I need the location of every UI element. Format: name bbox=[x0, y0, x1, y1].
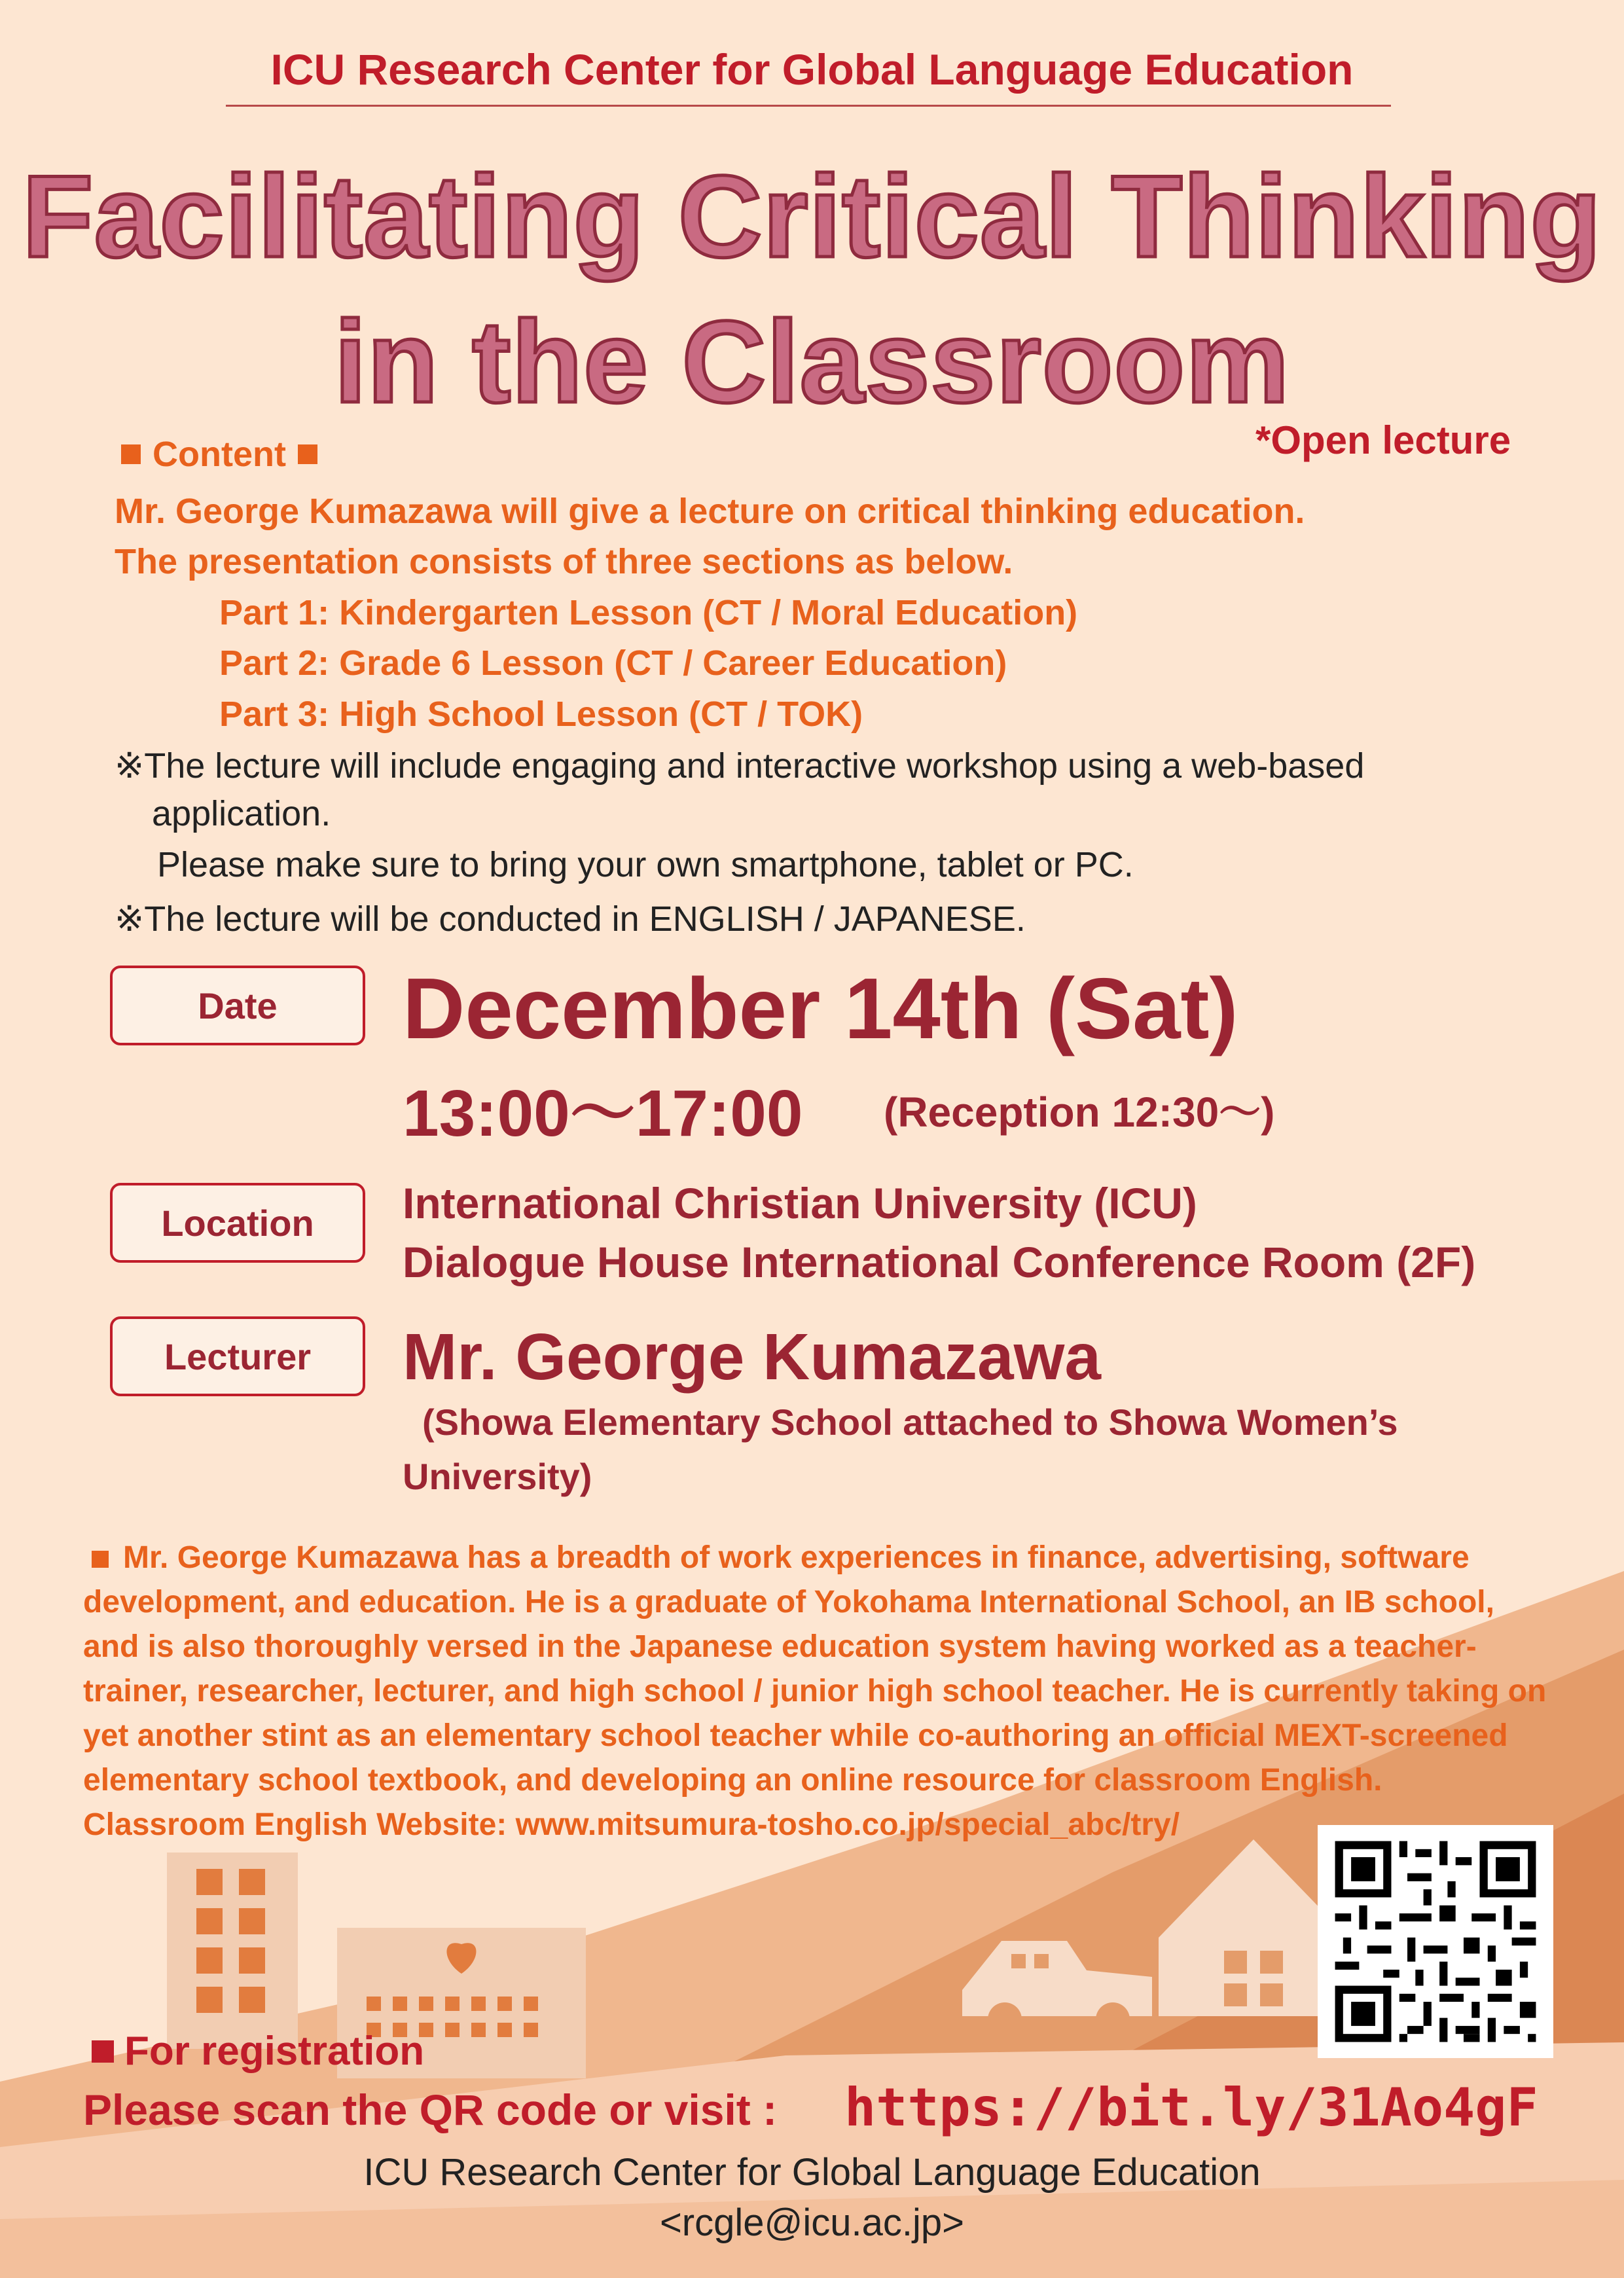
square-bullet-icon bbox=[92, 1551, 109, 1568]
event-date: December 14th (Sat) bbox=[403, 960, 1238, 1057]
qr-code-image bbox=[1318, 1825, 1553, 2058]
title-underline bbox=[226, 105, 1391, 107]
square-bullet-icon bbox=[92, 2040, 114, 2063]
qr-code[interactable] bbox=[1318, 1825, 1553, 2058]
reception-time: (Reception 12:30～) bbox=[884, 1089, 1275, 1136]
organization-title: ICU Research Center for Global Language Education bbox=[270, 45, 1354, 94]
lecturer-bio-line: elementary school textbook, and developing an online resource for classroom English. bbox=[83, 1763, 1382, 1798]
registration-link[interactable]: https://bit.ly/31Ao4gF bbox=[844, 2077, 1538, 2138]
footer-email[interactable]: <rcgle@icu.ac.jp> bbox=[659, 2201, 965, 2244]
lecturer-affiliation-continued: University) bbox=[403, 1456, 592, 1497]
location-room: Dialogue House International Conference Room (2F) bbox=[403, 1238, 1476, 1286]
square-bullet-icon bbox=[298, 444, 317, 464]
date-label: Date bbox=[110, 966, 365, 1045]
bio-text: Mr. George Kumazawa has a breadth of work experiences in finance, advertising, software bbox=[123, 1540, 1470, 1575]
building-icon bbox=[167, 1853, 298, 2049]
lecturer-bio-line bbox=[92, 1540, 1470, 1576]
lecture-part-2: Part 2: Grade 6 Lesson (CT / Career Education) bbox=[219, 643, 1007, 683]
event-title-line-2: in the Classroom bbox=[334, 297, 1290, 427]
lecturer-bio-line: yet another stint as an elementary school teacher while co-authoring an official MEXT-screened bbox=[83, 1718, 1508, 1753]
open-lecture-tag: *Open lecture bbox=[1255, 418, 1511, 462]
lecturer-bio-line: development, and education. He is a graduate of Yokohama International School, an IB school, bbox=[83, 1585, 1494, 1619]
registration-heading bbox=[92, 2028, 424, 2074]
square-bullet-icon bbox=[121, 444, 141, 464]
classroom-english-website[interactable]: Classroom English Website: www.mitsumura-tosho.co.jp/special_abc/try/ bbox=[83, 1807, 1180, 1842]
lecturer-label: Lecturer bbox=[110, 1316, 365, 1396]
footer-organization: ICU Research Center for Global Language Education bbox=[363, 2151, 1261, 2194]
device-note: Please make sure to bring your own smartphone, tablet or PC. bbox=[157, 845, 1134, 884]
event-title-line-1: Facilitating Critical Thinking bbox=[22, 151, 1602, 281]
content-heading bbox=[121, 434, 317, 475]
registration-instruction: Please scan the QR code or visit : bbox=[83, 2086, 778, 2134]
workshop-note: ※The lecture will include engaging and interactive workshop using a web-based bbox=[115, 746, 1365, 786]
workshop-note-continued: application. bbox=[152, 794, 331, 833]
content-intro-line: The presentation consists of three sections as below. bbox=[115, 542, 1013, 581]
lecturer-affiliation: (Showa Elementary School attached to Showa Women’s bbox=[422, 1401, 1398, 1443]
lecturer-bio-line: and is also thoroughly versed in the Japanese education system having worked as a teacher- bbox=[83, 1629, 1477, 1664]
content-intro-line: Mr. George Kumazawa will give a lecture on critical thinking education. bbox=[115, 492, 1305, 531]
language-note: ※The lecture will be conducted in ENGLISH / JAPANESE. bbox=[115, 899, 1026, 939]
location-label: Location bbox=[110, 1183, 365, 1263]
location-university: International Christian University (ICU) bbox=[403, 1179, 1197, 1227]
event-time: 13:00～17:00 bbox=[403, 1077, 803, 1150]
lecture-part-1: Part 1: Kindergarten Lesson (CT / Moral Education) bbox=[219, 593, 1078, 632]
lecture-part-3: Part 3: High School Lesson (CT / TOK) bbox=[219, 695, 863, 734]
lecturer-name: Mr. George Kumazawa bbox=[403, 1320, 1101, 1394]
lecturer-bio-line: trainer, researcher, lecturer, and high school / junior high school teacher. He is currently taking on bbox=[83, 1674, 1547, 1708]
content-heading-label: Content bbox=[153, 435, 286, 474]
registration-heading-label: For registration bbox=[124, 2029, 425, 2074]
